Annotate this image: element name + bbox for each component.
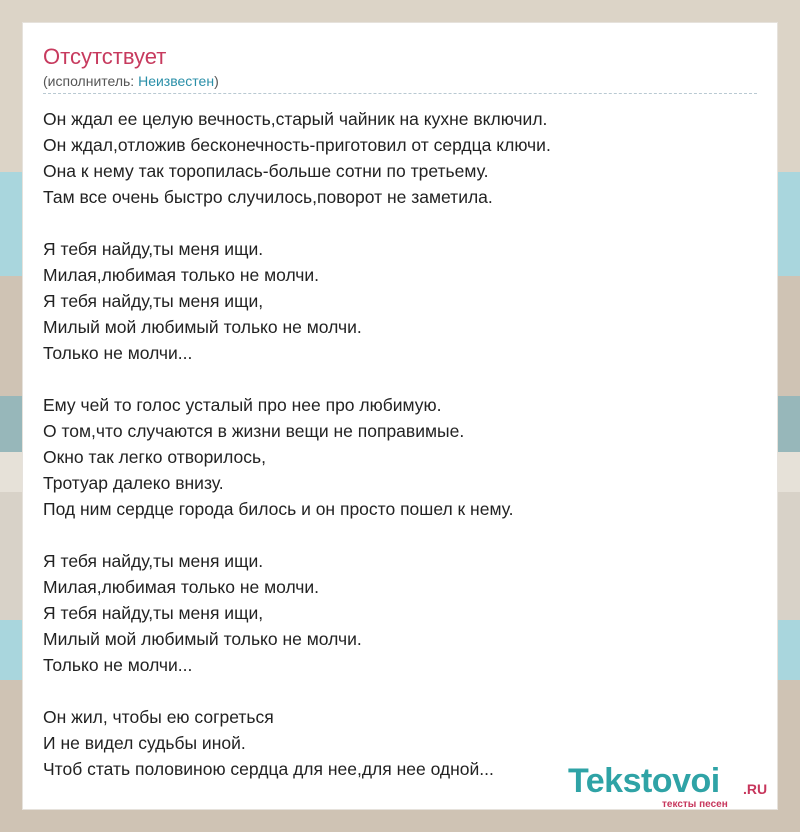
lyric-line: И не видел судьбы иной.	[43, 733, 246, 753]
lyric-line: Только не молчи...	[43, 343, 193, 363]
lyric-line: Он ждал ее целую вечность,старый чайник на кухне включил.	[43, 109, 548, 129]
watermark-tld: .RU	[743, 781, 768, 797]
lyric-line: Я тебя найду,ты меня ищи,	[43, 291, 264, 311]
watermark-tagline: тексты песен	[662, 799, 728, 810]
lyric-line: Милая,любимая только не молчи.	[43, 577, 320, 597]
lyric-line: Я тебя найду,ты меня ищи.	[43, 239, 264, 259]
lyric-line: Он жил, чтобы ею согреться	[43, 707, 274, 727]
lyrics-body	[43, 106, 763, 782]
stanza-gap	[43, 366, 763, 392]
divider	[43, 93, 757, 94]
artist-link[interactable]: Неизвестен	[138, 73, 215, 89]
lyric-line: Чтоб стать половиною сердца для нее,для нее одной...	[43, 759, 494, 779]
stanza-gap	[43, 678, 763, 704]
lyric-line: Тротуар далеко внизу.	[43, 473, 224, 493]
lyric-line: Милый мой любимый только не молчи.	[43, 317, 362, 337]
lyric-line: Милая,любимая только не молчи.	[43, 265, 320, 285]
artist-line	[43, 73, 219, 89]
lyric-line: Там все очень быстро случилось,поворот не заметила.	[43, 187, 493, 207]
stanza-gap	[43, 210, 763, 236]
lyric-line: Милый мой любимый только не молчи.	[43, 629, 362, 649]
lyric-line: Только не молчи...	[43, 655, 193, 675]
artist-prefix: (исполнитель:	[43, 73, 139, 89]
watermark-brand: Tekstovoi	[568, 762, 720, 800]
lyric-line: О том,что случаются в жизни вещи не поправимые.	[43, 421, 465, 441]
lyric-line: Окно так легко отворилось,	[43, 447, 266, 467]
song-title: Отсутствует	[43, 44, 167, 69]
site-watermark	[568, 762, 778, 810]
lyric-line: Под ним сердце города билось и он просто пошел к нему.	[43, 499, 514, 519]
lyric-line: Ему чей то голос усталый про нее про любимую.	[43, 395, 442, 415]
lyric-line: Я тебя найду,ты меня ищи.	[43, 551, 264, 571]
lyrics-card	[22, 22, 778, 810]
lyric-line: Она к нему так торопилась-больше сотни по третьему.	[43, 161, 489, 181]
lyric-line: Я тебя найду,ты меня ищи,	[43, 603, 264, 623]
artist-suffix: )	[214, 73, 219, 89]
lyric-line: Он ждал,отложив бесконечность-приготовил от сердца ключи.	[43, 135, 551, 155]
stanza-gap	[43, 522, 763, 548]
